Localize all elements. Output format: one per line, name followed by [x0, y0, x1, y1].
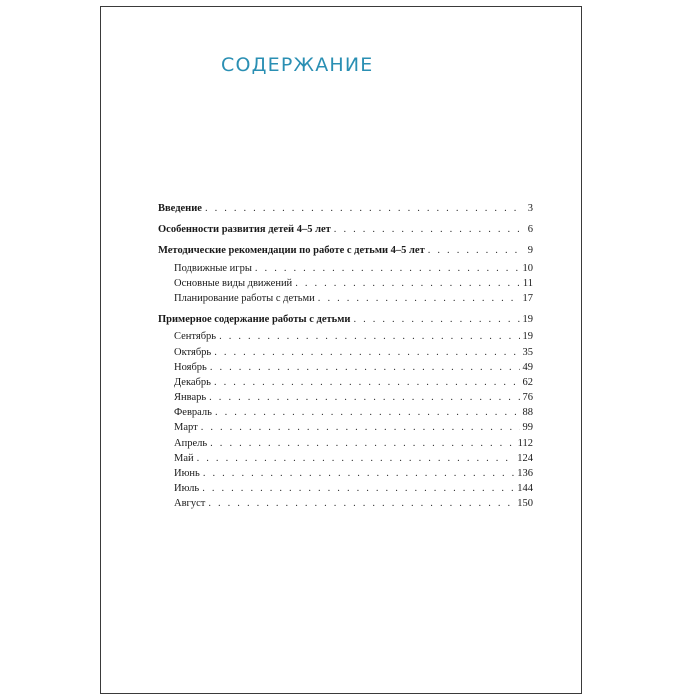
dot-leader: [209, 390, 519, 405]
toc-entry-page: 99: [522, 422, 533, 434]
dot-leader: [214, 345, 519, 360]
toc-entry-page: 112: [517, 437, 533, 449]
toc-entry-label: Примерное содержание работы с детьми: [158, 314, 351, 326]
toc-month-january[interactable]: [158, 390, 533, 405]
toc-entry-label: Октябрь: [174, 346, 212, 358]
toc-month-september[interactable]: [158, 329, 533, 344]
toc-entry-label: Подвижные игры: [174, 262, 252, 274]
dot-leader: [318, 291, 520, 306]
toc-entry-page: 150: [517, 498, 533, 510]
toc-entry-label: Планирование работы с детьми: [174, 292, 315, 304]
page-title: СОДЕРЖАНИЕ: [221, 54, 374, 76]
toc-month-july[interactable]: [158, 481, 533, 496]
dot-leader: [215, 405, 520, 420]
toc-entry-page: 17: [522, 292, 533, 304]
toc-entry-label: Июнь: [174, 468, 200, 479]
dot-leader: [208, 496, 514, 511]
toc-month-june[interactable]: [158, 466, 533, 481]
toc-entry-page: 10: [522, 262, 533, 274]
dot-leader: [203, 466, 514, 481]
table-of-contents: [158, 201, 533, 512]
toc-entry-label: Сентябрь: [174, 331, 217, 343]
toc-entry-page: 49: [522, 361, 533, 373]
toc-month-december[interactable]: [158, 375, 533, 390]
toc-entry-label: Август: [174, 498, 206, 510]
dot-leader: [210, 360, 520, 375]
toc-entry-page: 19: [522, 314, 533, 326]
dot-leader: [214, 375, 520, 390]
toc-entry-page: 76: [522, 392, 533, 404]
toc-entry-label: Основные виды движений: [174, 277, 293, 289]
dot-leader: [219, 329, 519, 344]
toc-entry-methods[interactable]: [158, 243, 533, 258]
dot-leader: [210, 436, 514, 451]
toc-entry-page: 3: [527, 203, 533, 214]
toc-entry-page: 144: [517, 483, 533, 495]
book-page: [100, 6, 582, 694]
dot-leader: [201, 420, 520, 435]
toc-entry-page: 19: [522, 331, 533, 343]
toc-entry-label: Июль: [174, 483, 200, 495]
toc-month-march[interactable]: [158, 420, 533, 435]
toc-entry-label: Введение: [158, 203, 202, 214]
dot-leader: [428, 243, 520, 258]
toc-month-august[interactable]: [158, 496, 533, 511]
dot-leader: [255, 261, 520, 276]
toc-entry-page: 11: [522, 277, 533, 289]
toc-entry-page: 88: [522, 407, 533, 419]
toc-entry-label: Май: [174, 452, 194, 464]
toc-month-april[interactable]: [158, 436, 533, 451]
toc-entry-label: Март: [174, 422, 198, 434]
dot-leader: [295, 276, 520, 291]
toc-entry-label: Февраль: [174, 407, 212, 419]
toc-entry-label: Методические рекомендации по работе с детьми 4–5 лет: [158, 245, 425, 257]
toc-entry-page: 124: [517, 452, 533, 464]
toc-entry-features[interactable]: [158, 222, 533, 237]
toc-entry-content[interactable]: [158, 312, 533, 327]
toc-entry-page: 35: [522, 346, 533, 358]
toc-subentry-planning[interactable]: [158, 291, 533, 306]
toc-entry-page: 6: [527, 224, 533, 236]
toc-entry-label: Декабрь: [174, 376, 211, 388]
dot-leader: [334, 222, 520, 237]
toc-month-november[interactable]: [158, 360, 533, 375]
dot-leader: [205, 201, 520, 216]
dot-leader: [202, 481, 514, 496]
toc-entry-page: 62: [522, 376, 533, 388]
toc-entry-page: 9: [527, 245, 533, 257]
toc-entry-page: 136: [517, 468, 533, 479]
toc-entry-intro[interactable]: [158, 201, 533, 216]
toc-entry-label: Апрель: [174, 437, 208, 449]
toc-entry-label: Ноябрь: [174, 361, 207, 373]
toc-month-may[interactable]: [158, 451, 533, 466]
dot-leader: [353, 312, 519, 327]
toc-month-october[interactable]: [158, 345, 533, 360]
toc-subentry-outdoor-games[interactable]: [158, 261, 533, 276]
toc-month-february[interactable]: [158, 405, 533, 420]
dot-leader: [197, 451, 515, 466]
toc-subentry-movements[interactable]: [158, 276, 533, 291]
toc-entry-label: Январь: [174, 392, 207, 404]
toc-entry-label: Особенности развития детей 4–5 лет: [158, 224, 331, 236]
